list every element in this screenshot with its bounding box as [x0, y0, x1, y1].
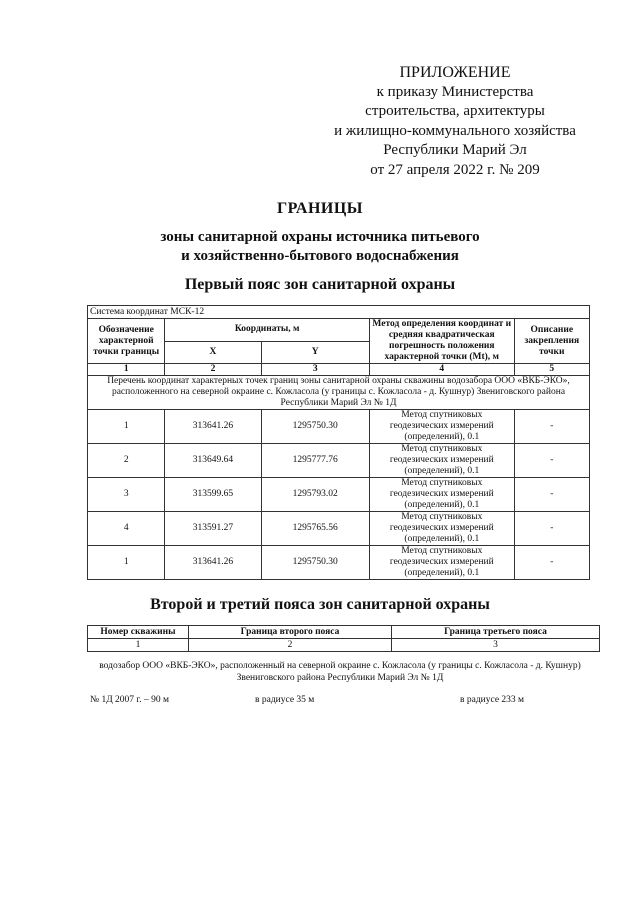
x-cell: 313641.26	[165, 410, 261, 444]
y-cell: 1295750.30	[261, 410, 369, 444]
well-value: № 1Д 2007 г. – 90 м	[90, 695, 170, 705]
col-number: 2	[189, 639, 392, 652]
subtitle-line: и хозяйственно-бытового водоснабжения	[181, 248, 459, 264]
method-cell: Метод спутниковых геодезических измерений (определений), 0.1	[369, 410, 514, 444]
fix-cell: -	[514, 478, 589, 512]
table-row	[88, 478, 590, 512]
col-number: 2	[165, 364, 261, 376]
table-row	[88, 546, 590, 580]
col-number: 4	[369, 364, 514, 376]
col-number: 3	[261, 364, 369, 376]
y-cell: 1295765.56	[261, 512, 369, 546]
x-cell: 313591.27	[165, 512, 261, 546]
fix-cell: -	[514, 444, 589, 478]
x-cell: 313641.26	[165, 546, 261, 580]
table-row	[88, 512, 590, 546]
method-cell: Метод спутниковых геодезических измерений (определений), 0.1	[369, 478, 514, 512]
header-line: Республики Марий Эл	[383, 142, 527, 158]
y-cell: 1295793.02	[261, 478, 369, 512]
header-line: ПРИЛОЖЕНИЕ	[399, 64, 511, 81]
second-belt-value: в радиусе 35 м	[255, 695, 315, 705]
note-line: водозабор ООО «ВКБ-ЭКО», расположенный на северной окраине с. Кожласола (у границы с. Кожласола - д. Кушнур)	[99, 661, 581, 671]
point-cell: 2	[88, 444, 165, 478]
method-cell: Метод спутниковых геодезических измерений (определений), 0.1	[369, 444, 514, 478]
header-line: и жилищно-коммунального хозяйства	[334, 122, 576, 139]
point-cell: 1	[88, 410, 165, 444]
header-line: от 27 апреля 2022 г. № 209	[370, 161, 540, 178]
method-cell: Метод спутниковых геодезических измерений (определений), 0.1	[369, 512, 514, 546]
belt1-heading: Первый пояс зон санитарной охраны	[184, 276, 456, 293]
table-row	[88, 444, 590, 478]
col-number: 3	[392, 639, 600, 652]
method-cell: Метод спутниковых геодезических измерений (определений), 0.1	[369, 546, 514, 580]
fix-cell: -	[514, 512, 589, 546]
belt2-table	[87, 625, 600, 652]
fix-cell: -	[514, 546, 589, 580]
col-point-header: Обозначение характерной точки границы	[88, 319, 165, 364]
coordinate-system: Система координат МСК-12	[88, 306, 590, 319]
point-cell: 3	[88, 478, 165, 512]
document-title: ГРАНИЦЫ	[276, 200, 363, 217]
col-coords-header: Координаты, м	[165, 319, 370, 342]
point-cell: 1	[88, 546, 165, 580]
col-fix-header: Описание закрепления точки	[514, 319, 589, 364]
col-y-header: Y	[261, 341, 369, 364]
x-cell: 313649.64	[165, 444, 261, 478]
header-line: строительства, архитектуры	[365, 103, 545, 119]
header-line: к приказу Министерства	[376, 83, 534, 100]
col-number: 1	[88, 639, 189, 652]
belt1-table	[87, 305, 590, 580]
belt2-heading: Второй и третий пояса зон санитарной охраны	[150, 596, 490, 613]
col-number: 5	[514, 364, 589, 376]
col-third-header: Граница третьего пояса	[392, 626, 600, 639]
y-cell: 1295777.76	[261, 444, 369, 478]
note-line: Звениговского района Республики Марий Эл № 1Д	[236, 673, 444, 683]
col-second-header: Граница второго пояса	[189, 626, 392, 639]
appendix-header	[330, 63, 580, 180]
points-description: Перечень координат характерных точек границ зоны санитарной охраны скважины водозабора ООО «ВКБ-ЭКО», расположенного на северной окраине с. Кожласола (у границы с. Кожласола - д. Кушнур) Звениговского района Республики Марий Эл № 1Д	[88, 376, 590, 410]
y-cell: 1295750.30	[261, 546, 369, 580]
col-method-header: Метод определения координат и средняя квадратическая погрешность положения характерной точки (Mt), м	[369, 319, 514, 364]
x-cell: 313599.65	[165, 478, 261, 512]
col-well-header: Номер скважины	[88, 626, 189, 639]
fix-cell: -	[514, 410, 589, 444]
table-row	[88, 410, 590, 444]
water-intake-note	[80, 660, 600, 684]
col-x-header: X	[165, 341, 261, 364]
third-belt-value: в радиусе 233 м	[460, 695, 525, 705]
col-number: 1	[88, 364, 165, 376]
document-subtitle	[0, 228, 640, 266]
point-cell: 4	[88, 512, 165, 546]
subtitle-line: зоны санитарной охраны источника питьевого	[160, 229, 480, 245]
